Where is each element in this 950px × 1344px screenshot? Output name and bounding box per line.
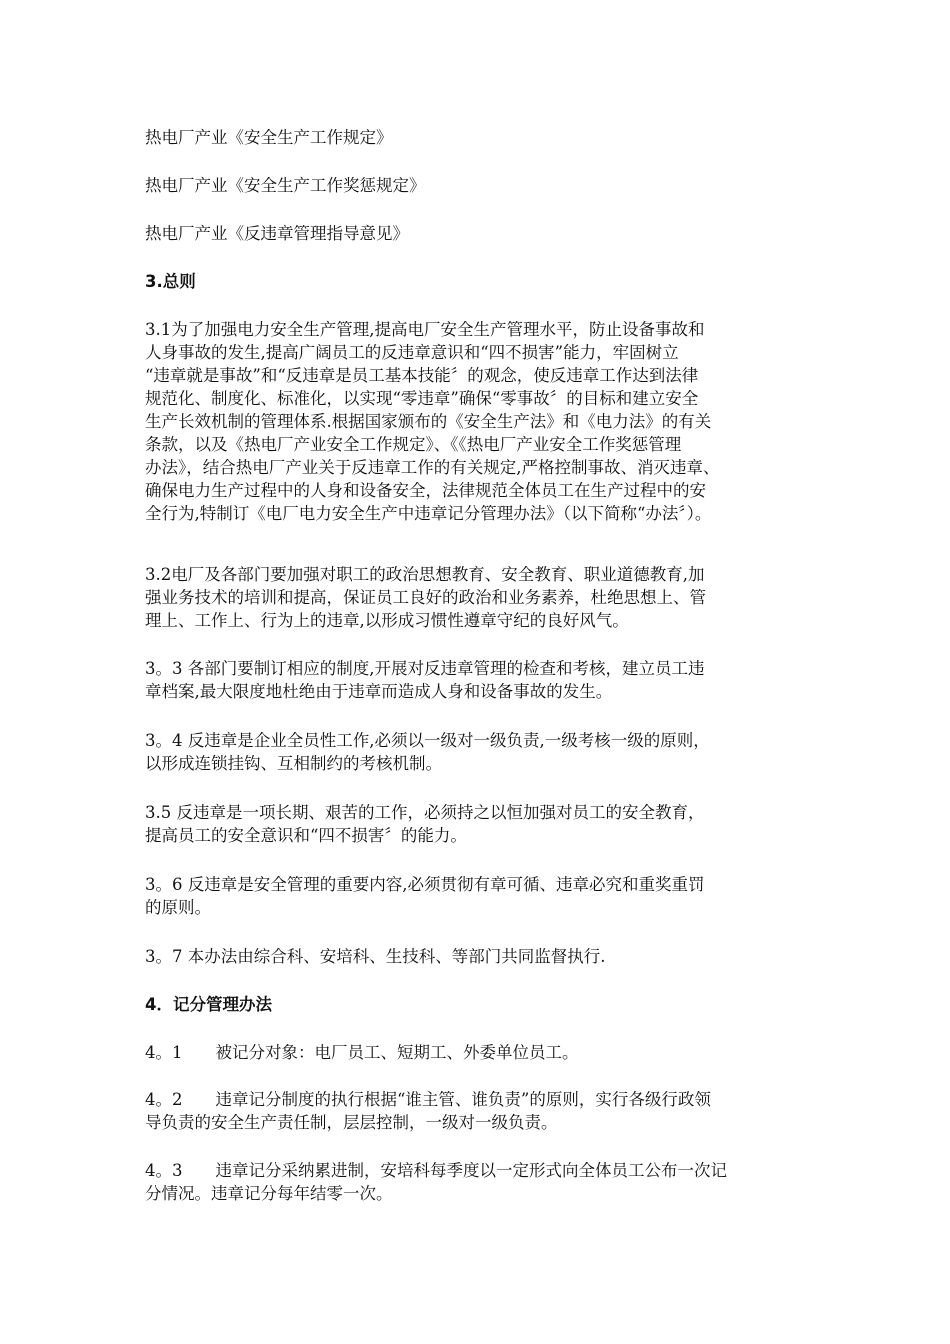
paragraph-3-4: 3。4 反违章是企业全员性工作,必须以一级对一级负责,一级考核一级的原则， 以形成连锁挂钩、互相制约的考核机制。 [145,731,710,773]
paragraph-3-6: 3。6 反违章是安全管理的重要内容,必须贯彻有章可循、违章必究和重奖重罚 的原则。 [145,875,705,917]
paragraph-4-2: 4。2 违章记分制度的执行根据“谁主管、谁负责”的原则，实行各级行政领 导负责的安全生产责任制，层层控制，一级对一级负责。 [145,1090,711,1132]
paragraph-4-3: 4。3 违章记分采纳累进制，安培科每季度以一定形式向全体员工公布一次记 分情况。违章记分每年结零一次。 [145,1161,727,1203]
section-heading: 4．记分管理办法 [145,995,272,1014]
section-heading: 3.总则 [145,272,196,291]
paragraph-3-2: 3.2电厂及各部门要加强对职工的政治思想教育、安全教育、职业道德教育,加 强业务技术的培训和提高，保证员工良好的政治和业务素养，杜绝思想上、管 理上、工作上、行为上的违章,以形成习惯性遵章守纪的良好风气。 [145,565,706,630]
paragraph-3-7: 3。7 本办法由综合科、安培科、生技科、等部门共同监督执行. [145,947,606,966]
paragraph-4-1: 4。1 被记分对象：电厂员工、短期工、外委单位员工。 [145,1043,579,1062]
paragraph-3-1: 3.1为了加强电力安全生产管理,提高电厂安全生产管理水平，防止设备事故和 人身事故的发生,提高广阔员工的反违章意识和“四不损害”能力，牢固树立 “违章就是事故”和“反违章是员工基本技能〞的观念，使反违章工作达到法律 规范化、制度化、标准化，以实现“零违章”确保“零事故〞的目标和建立安全 生产长效机制的管理体系.根据国家颁布的《安全生产法》和《电力法》的有关 条款，以及《热电厂产业安全工作规定》、《《热电厂产业安全工作奖惩管理 办法》，结合热电厂产业关于反违章工作的有关规定,严格控制事故、消灭违章、 确保电力生产过程中的人身和设备安全，法律规范全体员工在生产过程中的安 全行为,特制订《电厂电力安全生产中违章记分管理办法》（以下简称“办法〞）。 [145,320,720,523]
reference-line: 热电厂产业《安全生产工作规定》 [145,128,393,147]
reference-line: 热电厂产业《反违章管理指导意见》 [145,224,409,243]
reference-line: 热电厂产业《安全生产工作奖惩规定》 [145,176,426,195]
paragraph-3-3: 3。3 各部门要制订相应的制度,开展对反违章管理的检查和考核，建立员工违 章档案,最大限度地杜绝由于违章而造成人身和设备事故的发生。 [145,659,705,701]
paragraph-3-5: 3.5 反违章是一项长期、艰苦的工作，必须持之以恒加强对员工的安全教育， 提高员工的安全意识和“四不损害〞的能力。 [145,803,705,845]
